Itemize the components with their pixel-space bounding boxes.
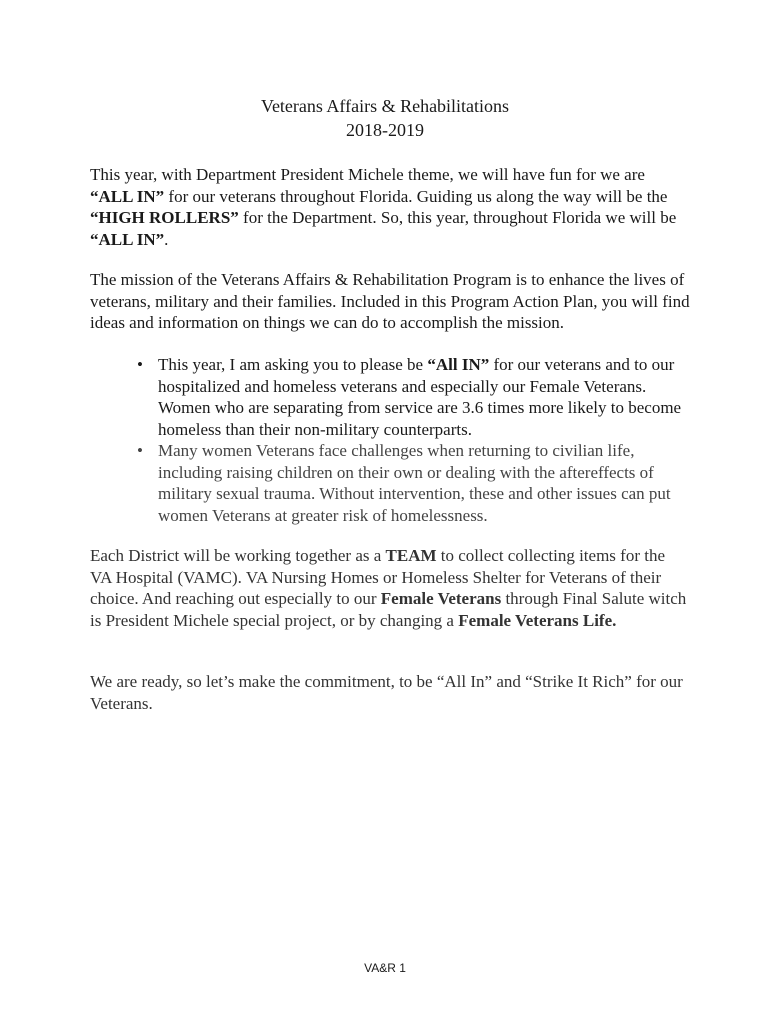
bullet-item-2 <box>90 440 690 526</box>
intro-paragraph <box>90 164 690 250</box>
district-paragraph <box>90 545 690 631</box>
intro-bold-1: “ALL IN” <box>90 186 165 206</box>
district-bold-3: Female Veterans Life. <box>458 610 617 630</box>
district-bold-1: TEAM <box>385 546 437 565</box>
page-footer: VA&R 1 <box>364 961 406 975</box>
bullet1-text-1: This year, I am asking you to please be <box>158 355 428 374</box>
intro-text-1: This year, with Department President Michele theme, we will have fun for we are <box>90 165 645 184</box>
district-text-3: through Final Salute witch is President Michele special project, or by changing a <box>90 589 687 630</box>
document-year: 2018-2019 <box>346 120 424 140</box>
document-heading <box>0 94 770 142</box>
intro-bold-2: “HIGH ROLLERS” <box>90 208 239 227</box>
district-text-2: to collect collecting items for the VA Hospital (VAMC). VA Nursing Homes or Homeless Shelter for Veterans of their choice. And reaching out especially to our <box>90 546 666 608</box>
intro-text-4: . <box>164 229 169 249</box>
closing-paragraph: We are ready, so let’s make the commitment, to be “All In” and “Strike It Rich” for our Veterans. <box>90 672 683 713</box>
bullet1-text-2: for our veterans and to our hospitalized and homeless veterans and especially our Female Veterans. Women who are separating from service are 3.6 times more likely to become homeless than their non-military counterparts. <box>158 355 682 439</box>
bullet1-bold: “All IN” <box>427 355 490 374</box>
bullet-icon: • <box>137 355 143 374</box>
intro-bold-3: “ALL IN” <box>90 229 165 249</box>
intro-text-2: for our veterans throughout Florida. Guiding us along the way will be the <box>164 186 668 206</box>
district-text-1: Each District will be working together as a <box>90 546 386 565</box>
bullet-list <box>90 354 690 526</box>
district-bold-2: Female Veterans <box>380 589 502 608</box>
bullet-icon: • <box>137 441 143 460</box>
document-title: Veterans Affairs & Rehabilitations <box>260 96 510 116</box>
bullet2-text: Many women Veterans face challenges when returning to civilian life, including raising children on their own or dealing with the aftereffects of military sexual trauma. Without intervention, these and other issues can put women Veterans at greater risk of homelessness. <box>158 441 671 525</box>
mission-paragraph: The mission of the Veterans Affairs & Rehabilitation Program is to enhance the lives of veterans, military and their families. Included in this Program Action Plan, you will find ideas and information on things we can do to accomplish the mission. <box>90 270 690 332</box>
intro-text-3: for the Department. So, this year, throughout Florida we will be <box>238 208 677 227</box>
bullet-item-1 <box>90 354 690 440</box>
